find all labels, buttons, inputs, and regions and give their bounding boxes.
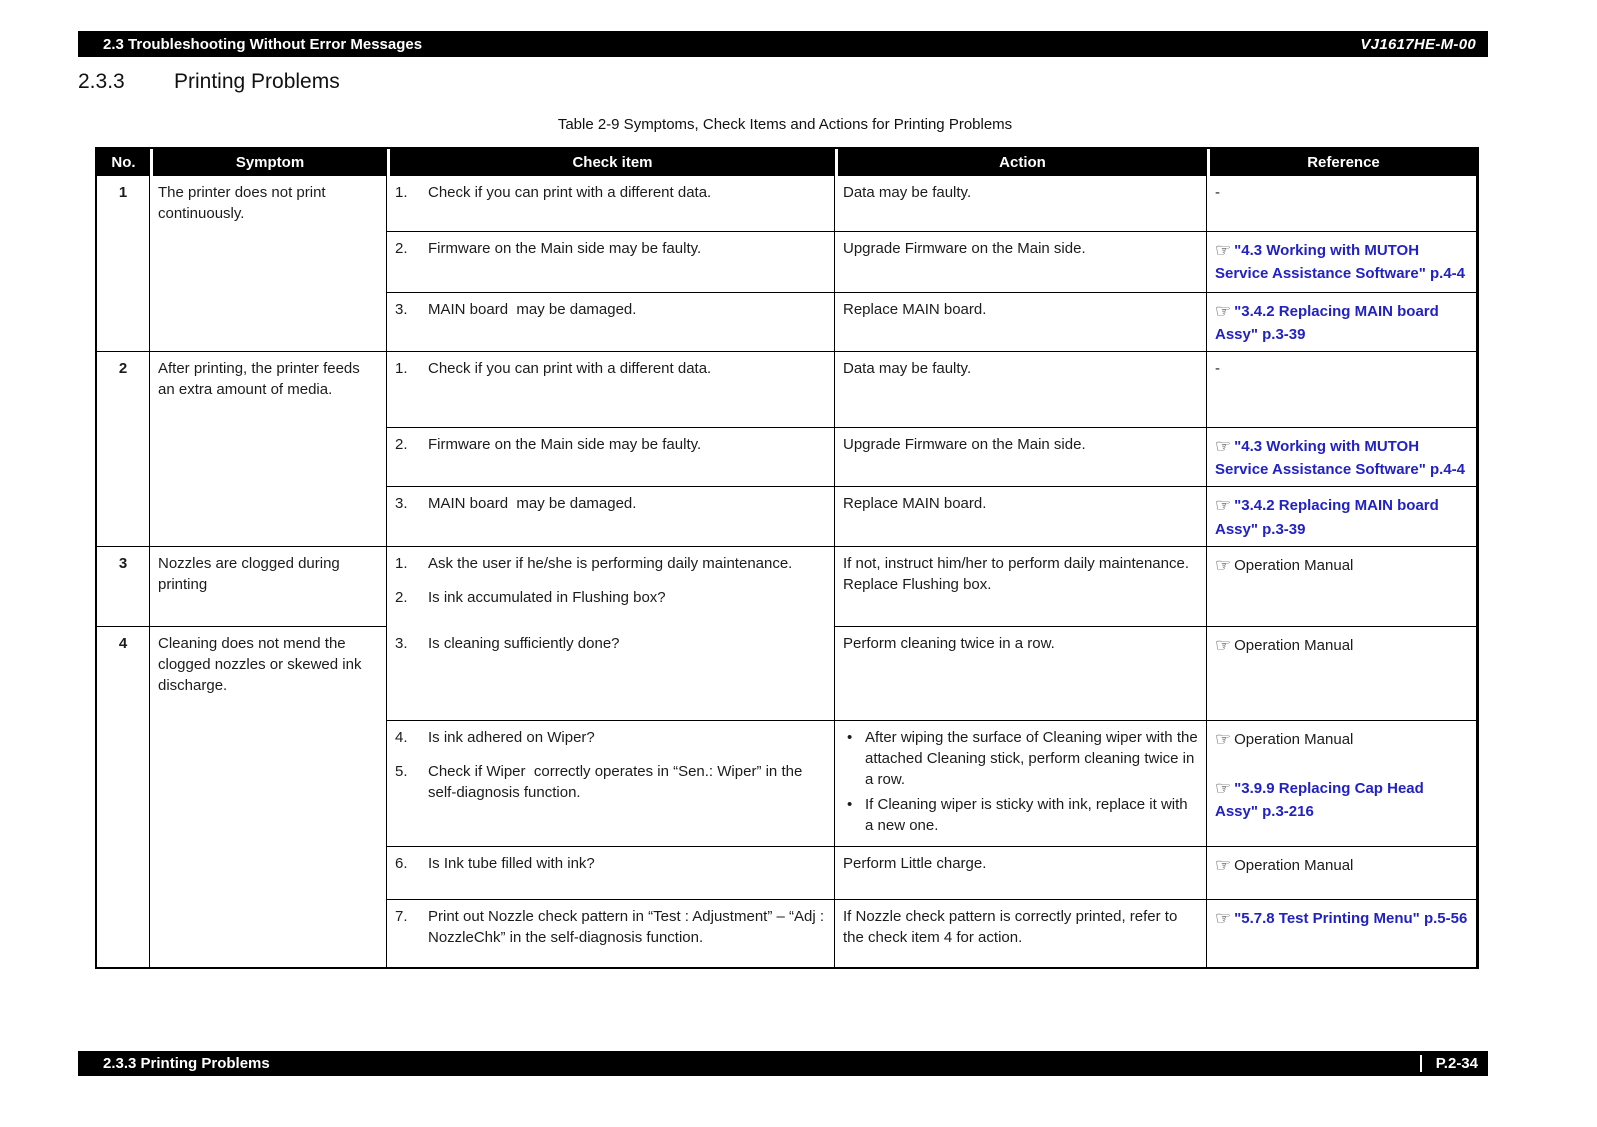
cell-action	[835, 176, 1207, 232]
cell-reference	[1207, 487, 1477, 546]
action-text: Upgrade Firmware on the Main side.	[843, 436, 1086, 454]
cell-check-item	[387, 547, 835, 627]
reference-entry	[1215, 299, 1468, 345]
check-item-text: MAIN board may be damaged.	[428, 495, 637, 513]
pointing-hand-icon: ☞	[1215, 907, 1232, 929]
check-item-text: Ask the user if he/she is performing daily maintenance.	[428, 554, 793, 572]
pointing-hand-icon: ☞	[1215, 554, 1232, 576]
check-item-text: Is ink adhered on Wiper?	[428, 728, 595, 746]
check-item	[395, 633, 826, 654]
check-item-text: Firmware on the Main side may be faulty.	[428, 436, 702, 454]
check-item-text: MAIN board may be damaged.	[428, 301, 637, 318]
column-header-reference: Reference	[1207, 149, 1477, 176]
cell-reference	[1207, 721, 1477, 847]
check-item-number: 1.	[395, 554, 408, 572]
check-item	[395, 553, 826, 574]
check-item-text: Check if Wiper correctly operates in “Sen.: Wiper” in the self-diagnosis function.	[428, 762, 803, 801]
check-item	[395, 238, 826, 259]
check-item-number: 7.	[395, 907, 408, 925]
check-item-number: 2.	[395, 240, 408, 257]
check-item	[395, 493, 826, 514]
page-header-bar	[78, 31, 1488, 57]
check-item	[395, 761, 826, 803]
check-item-text: Firmware on the Main side may be faulty.	[428, 240, 702, 257]
check-item-number: 2.	[395, 588, 408, 606]
pointing-hand-icon: ☞	[1215, 777, 1232, 799]
check-item-text: Print out Nozzle check pattern in “Test : Adjustment” – “Adj : NozzleChk” in the self-diagnosis function.	[428, 907, 825, 946]
cell-reference	[1207, 547, 1477, 627]
page-number: P.2-34	[1435, 1055, 1478, 1072]
cell-no: 1	[97, 176, 150, 352]
check-item-text: Is cleaning sufficiently done?	[428, 634, 620, 652]
cell-check-item	[387, 176, 835, 232]
action-bullet	[843, 794, 1198, 836]
action-text: Upgrade Firmware on the Main side.	[843, 240, 1086, 257]
cell-check-item	[387, 352, 835, 428]
action-text: If not, instruct him/her to perform daily maintenance.	[843, 554, 1189, 572]
cell-check-item	[387, 627, 835, 721]
action-text: Data may be faulty.	[843, 184, 972, 201]
column-header-check-item: Check item	[387, 149, 835, 176]
bullet-icon: •	[847, 795, 853, 813]
cell-reference	[1207, 428, 1477, 487]
check-item	[395, 587, 826, 608]
table-caption: Table 2-9 Symptoms, Check Items and Actions for Printing Problems	[557, 116, 1013, 133]
check-item	[395, 182, 826, 203]
section-title: Printing Problems	[174, 70, 340, 93]
cell-symptom: Nozzles are clogged during printing	[150, 547, 387, 627]
table-body	[97, 176, 1477, 967]
cell-check-item	[387, 900, 835, 967]
reference-link[interactable]: "3.4.2 Replacing MAIN board Assy" p.3-39	[1215, 497, 1439, 538]
reference-entry	[1215, 238, 1468, 284]
column-header-no-: No.	[97, 149, 150, 176]
reference-link[interactable]: "4.3 Working with MUTOH Service Assistance Software" p.4-4	[1215, 438, 1466, 479]
cell-check-item	[387, 721, 835, 847]
cell-check-item	[387, 293, 835, 352]
action-text: Perform Little charge.	[843, 854, 987, 872]
table-row	[97, 352, 1477, 428]
table-header-row	[97, 149, 1477, 176]
reference-text: Operation Manual	[1234, 730, 1354, 748]
check-item-number: 4.	[395, 728, 408, 746]
reference-entry	[1215, 434, 1468, 480]
check-item-number: 3.	[395, 634, 408, 652]
check-item-number: 3.	[395, 495, 408, 513]
column-header-action: Action	[835, 149, 1207, 176]
check-item-text: Check if you can print with a different data.	[428, 184, 712, 201]
cell-check-item	[387, 232, 835, 293]
reference-text: Operation Manual	[1234, 636, 1354, 654]
cell-action	[835, 232, 1207, 293]
action-text: Replace Flushing box.	[843, 575, 992, 593]
table-header	[97, 149, 1477, 176]
check-item-number: 5.	[395, 762, 408, 780]
cell-check-item	[387, 847, 835, 900]
check-item-number: 3.	[395, 301, 408, 318]
check-item-number: 1.	[395, 184, 408, 201]
cell-no: 3	[97, 547, 150, 627]
reference-entry	[1215, 493, 1468, 539]
page-footer-bar	[78, 1051, 1488, 1076]
action-text: Data may be faulty.	[843, 360, 972, 378]
pointing-hand-icon: ☞	[1215, 495, 1232, 517]
footer-right-group	[1420, 1055, 1478, 1072]
footer-section-label: 2.3.3 Printing Problems	[103, 1055, 270, 1072]
cell-reference	[1207, 352, 1477, 428]
pointing-hand-icon: ☞	[1215, 301, 1232, 322]
table-row	[97, 176, 1477, 232]
cell-reference	[1207, 627, 1477, 721]
pointing-hand-icon: ☞	[1215, 728, 1232, 750]
pointing-hand-icon: ☞	[1215, 240, 1232, 261]
check-item	[395, 853, 826, 874]
reference-link[interactable]: "4.3 Working with MUTOH Service Assistance Software" p.4-4	[1215, 242, 1466, 283]
section-number: 2.3.3	[78, 70, 125, 93]
action-text: Replace MAIN board.	[843, 301, 987, 318]
cell-action	[835, 627, 1207, 721]
check-item	[395, 299, 826, 320]
reference-text: -	[1215, 360, 1220, 378]
cell-action	[835, 900, 1207, 967]
cell-no: 4	[97, 627, 150, 967]
header-section-label: 2.3 Troubleshooting Without Error Messages	[103, 35, 423, 53]
column-header-symptom: Symptom	[150, 149, 387, 176]
check-item	[395, 434, 826, 455]
reference-text: -	[1215, 184, 1220, 201]
cell-action	[835, 293, 1207, 352]
cell-action	[835, 428, 1207, 487]
check-item-text: Is Ink tube filled with ink?	[428, 854, 595, 872]
cell-action	[835, 547, 1207, 627]
reference-entry	[1215, 776, 1468, 822]
reference-entry	[1215, 853, 1468, 878]
cell-action	[835, 847, 1207, 900]
cell-reference	[1207, 176, 1477, 232]
check-item	[395, 727, 826, 748]
cell-check-item	[387, 487, 835, 546]
footer-divider	[1420, 1055, 1422, 1072]
check-item-number: 6.	[395, 854, 408, 872]
reference-link[interactable]: "3.9.9 Replacing Cap Head Assy" p.3-216	[1215, 779, 1424, 820]
cell-check-item	[387, 428, 835, 487]
action-text: Replace MAIN board.	[843, 495, 987, 513]
cell-action	[835, 352, 1207, 428]
action-bullet	[843, 727, 1198, 790]
cell-no: 2	[97, 352, 150, 546]
section-heading	[78, 70, 340, 94]
reference-text: Operation Manual	[1234, 856, 1354, 874]
reference-entry	[1215, 727, 1468, 752]
check-item-number: 1.	[395, 360, 408, 378]
action-bullet-text: After wiping the surface of Cleaning wiper with the attached Cleaning stick, perform cleaning twice in a row.	[865, 728, 1198, 788]
troubleshooting-table	[95, 147, 1479, 969]
cell-symptom: After printing, the printer feeds an extra amount of media.	[150, 352, 387, 546]
action-text: Perform cleaning twice in a row.	[843, 634, 1055, 652]
check-item	[395, 358, 826, 379]
reference-entry	[1215, 182, 1468, 203]
cell-reference	[1207, 293, 1477, 352]
reference-link[interactable]: "5.7.8 Test Printing Menu" p.5-56	[1234, 909, 1468, 927]
pointing-hand-icon: ☞	[1215, 436, 1232, 458]
check-item-number: 2.	[395, 436, 408, 454]
table-row	[97, 547, 1477, 627]
pointing-hand-icon: ☞	[1215, 854, 1232, 876]
reference-text: Operation Manual	[1234, 556, 1354, 574]
check-item-text: Is ink accumulated in Flushing box?	[428, 588, 666, 606]
cell-action	[835, 487, 1207, 546]
cell-symptom: Cleaning does not mend the clogged nozzles or skewed ink discharge.	[150, 627, 387, 967]
pointing-hand-icon: ☞	[1215, 634, 1232, 656]
document-code: VJ1617HE-M-00	[1360, 35, 1476, 53]
table-row	[97, 627, 1477, 721]
check-item	[395, 906, 826, 948]
cell-reference	[1207, 232, 1477, 293]
check-item-text: Check if you can print with a different data.	[428, 360, 712, 378]
reference-entry	[1215, 906, 1468, 931]
cell-reference	[1207, 900, 1477, 967]
cell-action	[835, 721, 1207, 847]
reference-link[interactable]: "3.4.2 Replacing MAIN board Assy" p.3-39	[1215, 303, 1439, 344]
reference-entry	[1215, 358, 1468, 379]
reference-entry	[1215, 553, 1468, 578]
action-bullet-text: If Cleaning wiper is sticky with ink, replace it with a new one.	[865, 795, 1188, 834]
cell-symptom: The printer does not print continuously.	[150, 176, 387, 352]
action-text: If Nozzle check pattern is correctly printed, refer to the check item 4 for action.	[843, 907, 1178, 946]
cell-reference	[1207, 847, 1477, 900]
reference-entry	[1215, 633, 1468, 658]
bullet-icon: •	[847, 728, 853, 746]
